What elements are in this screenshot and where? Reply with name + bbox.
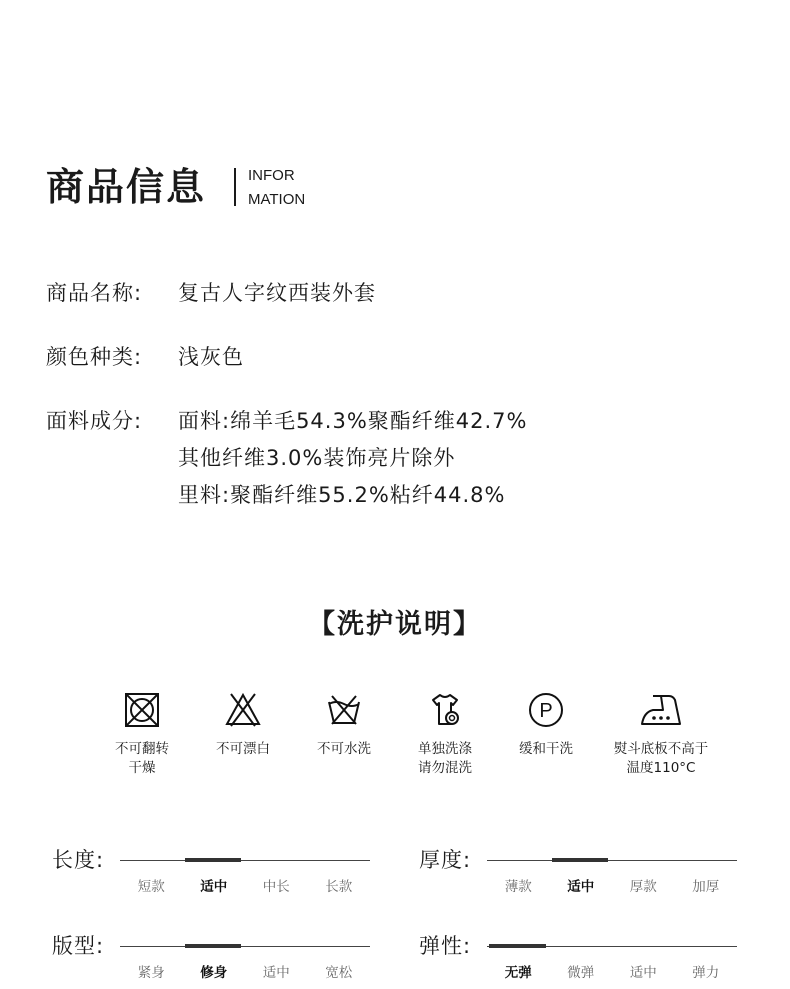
care-label-line1: 不可水洗	[317, 741, 371, 757]
no-tumble-dry-icon	[122, 690, 162, 730]
care-label-line2: 温度110°C	[626, 760, 696, 776]
svg-text:P: P	[539, 700, 553, 722]
scale-name: 弹性:	[419, 934, 472, 958]
info-value-material-3: 里料:聚酯纤维55.2%粘纤44.8%	[178, 483, 506, 507]
care-label-line2: 请勿混洗	[418, 760, 472, 776]
title-english-line2: MATION	[248, 191, 306, 208]
scale-option: 薄款	[504, 879, 532, 895]
info-value-name: 复古人字纹西装外套	[178, 281, 376, 305]
scale-line	[120, 860, 370, 861]
scale-marker	[489, 944, 546, 948]
no-bleach-icon	[223, 690, 263, 730]
info-row-color	[46, 342, 244, 372]
care-label-line1: 单独洗涤	[418, 741, 472, 757]
info-row-material	[46, 406, 528, 436]
scale-name: 版型:	[52, 934, 105, 958]
iron-icon	[639, 690, 683, 730]
scale-name: 长度:	[52, 848, 105, 872]
scale-option: 弹力	[692, 965, 720, 981]
page-title: 商品信息	[46, 165, 207, 209]
info-row-name	[46, 278, 376, 308]
title-divider	[234, 168, 236, 206]
info-value-color: 浅灰色	[178, 345, 244, 369]
info-value-material-1: 面料:绵羊毛54.3%聚酯纤维42.7%	[178, 409, 528, 433]
scale-option: 短款	[137, 879, 165, 895]
scale-option: 适中	[629, 965, 657, 981]
info-label-color: 颜色种类:	[46, 345, 143, 369]
scale-option: 长款	[325, 879, 353, 895]
dry-clean-p-icon	[526, 690, 566, 730]
scale-option: 适中	[567, 879, 595, 895]
no-wash-icon	[324, 690, 364, 730]
scale-option: 厚款	[629, 879, 657, 895]
info-label-material: 面料成分:	[46, 409, 143, 433]
scale-option: 紧身	[137, 965, 165, 981]
care-label-line1: 熨斗底板不高于	[613, 741, 709, 757]
scale-line	[487, 860, 737, 861]
care-item-iron	[596, 690, 726, 778]
scale-line	[120, 946, 370, 947]
info-label-name: 商品名称:	[46, 281, 143, 305]
scale-option: 宽松	[325, 965, 353, 981]
scale-option: 微弹	[567, 965, 595, 981]
care-label-line1: 缓和干洗	[519, 741, 573, 757]
scale-name: 厚度:	[419, 848, 472, 872]
scale-option: 加厚	[692, 879, 720, 895]
scale-marker	[552, 858, 609, 862]
care-label-line1: 不可翻转	[115, 741, 169, 757]
scale-marker	[185, 858, 242, 862]
scale-option: 适中	[262, 965, 290, 981]
scale-option: 无弹	[504, 965, 532, 981]
care-item-dry-clean	[486, 690, 606, 759]
scale-option: 适中	[200, 879, 228, 895]
care-label-line1: 不可漂白	[216, 741, 270, 757]
care-title: 【洗护说明】	[308, 609, 482, 640]
scale-option: 中长	[262, 879, 290, 895]
scale-marker	[185, 944, 242, 948]
scale-option: 修身	[200, 965, 228, 981]
title-english-line1: INFOR	[248, 167, 295, 184]
care-label-line2: 干燥	[128, 760, 156, 776]
title-english	[248, 164, 305, 212]
info-value-material-2: 其他纤维3.0%装饰亮片除外	[178, 446, 456, 470]
wash-separately-icon	[425, 690, 465, 730]
